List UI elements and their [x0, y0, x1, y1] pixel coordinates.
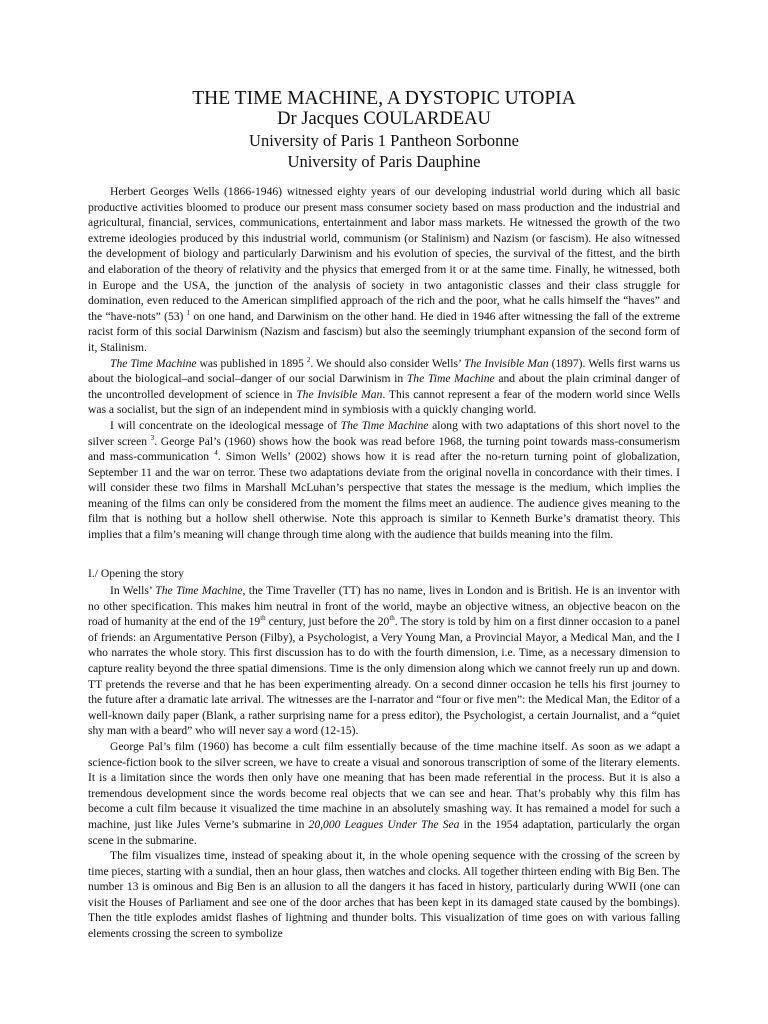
- text-run: George Pal’s film (1960) has become a cult film essentially because of the time machine itself. As soon as we adapt a science-fiction book to the silver screen, we have to create a visual and sonorous transcription of some of the literary elements. It is a limitation since the words then only have one meaning that has been made referential in the process. But it is also a tremendous development since the words become real objects that we can see and hear. That’s probably why this film has become a cult film because it visualized the time machine in an absolutely smashing way. It has remained a model for such a machine, just like Jules Verne’s submarine in: [88, 739, 680, 831]
- text-run: . George Pal’s (1960) shows how the book was read before 1968, the turning point towards mass-consumerism and mass-communication: [88, 434, 680, 464]
- text-run: along with two adaptations of this short novel to the silver screen: [88, 418, 680, 448]
- text-run: (1897). Wells first warns us about the biological–and social–danger of our social Darwinism in: [88, 356, 680, 386]
- text-run: on one hand, and Darwinism on the other hand. He died in 1946 after witnessing the fall of the extreme racist form of this social Darwinism (Nazism and fascism) but also the seemingly triumphant expansion of the second form of it, Stalinism.: [88, 309, 680, 354]
- text-run: , the Time Traveller (TT) has no name, lives in London and is British. He is an inventor with no other specification. This makes him neutral in front of the world, maybe an objective witness, an objective beacon on the road of humanity at the end of the 19: [88, 584, 681, 629]
- superscript: th: [260, 614, 266, 623]
- body-paragraph: [88, 184, 680, 356]
- italic-title: The Time Machine: [406, 372, 495, 386]
- body-paragraph: [88, 848, 680, 942]
- superscript: 3: [150, 433, 155, 442]
- text-run: . We should also consider Wells’: [310, 356, 465, 370]
- italic-title: The Time Machine: [340, 418, 429, 432]
- italic-title: The Time Machine: [155, 584, 243, 597]
- body-paragraph: [88, 356, 680, 418]
- italic-title: The Time Machine: [110, 356, 197, 370]
- document-title: THE TIME MACHINE, A DYSTOPIC UTOPIA: [192, 88, 576, 109]
- text-run: . This cannot represent a fear of the modern world since Wells was a socialist, but the sign of an independent mind in symbiosis with a quickly changing world.: [88, 387, 680, 417]
- text-run: Herbert Georges Wells (1866-1946) witnessed eighty years of our developing industrial world during which all basic productive activities bloomed to produce our present mass consumer society based on mass production and the industrial and agricultural, financial, services, communications, entertainment and labor mass markets. He witnessed the growth of the two extreme ideologies produced by this industrial world, communism (or Stalinism) and Nazism (or fascism). He also witnessed the development of biology and particularly Darwinism and his evolution of species, the survival of the fittest, and the birth and elaboration of the theory of relativity and the physics that emerged from it or at the same time. Finally, he witnessed, both in Europe and the USA, the junction of the analysis of society in two antagonistic classes and their class struggle for domination, even reduced to the American simplified approach of the rich and the poor, what he calls himself the “haves” and the “have-nots” (53): [88, 185, 680, 323]
- title-block: [0, 88, 768, 172]
- italic-title: The Invisible Man: [296, 387, 383, 401]
- text-run: century, just before the 20: [265, 615, 390, 629]
- superscript: 1: [186, 308, 191, 317]
- affiliation: University of Paris 1 Pantheon Sorbonne: [249, 131, 519, 150]
- section-body: [88, 583, 680, 942]
- intro-section: [88, 184, 680, 543]
- text-run: was published in 1895: [196, 356, 307, 370]
- body-paragraph: [88, 583, 680, 739]
- text-run: In Wells’: [110, 584, 156, 597]
- section-heading: I./ Opening the story: [88, 567, 184, 580]
- affiliation: University of Paris Dauphine: [287, 152, 481, 171]
- italic-title: The Invisible Man: [464, 356, 549, 370]
- text-run: . The story is told by him on a first dinner occasion to a panel of friends: an Argumentative Person (Filby), a Psychologist, a Very Young Man, a Provincial Mayor, a Medical Man, and the I who narrates the whole story. This first discussion has to do with the fourth dimension, i.e. Time, as a necessary dimension to capture reality beyond the three spatial dimensions. Time is the only dimension along which we cannot freely run up and down. TT pretends the reverse and that he has been experimenting already. On a second dinner occasion he tells his first journey to the future after a dramatic late arrival. The witnesses are the I-narrator and “four or five men”: the Medical Man, the Editor of a well-known daily paper (Blank, a rather surprising name for a press editor), the Psychologist, a certain Journalist, and a “quiet shy man with a beard” who will never say a word (12-15).: [88, 615, 680, 738]
- body-paragraph: [88, 739, 680, 848]
- superscript: th: [389, 614, 395, 623]
- text-run: . Simon Wells’ (2002) shows how it is read after the no-return turning point of globalization, September 11 and the war on terror. These two adaptations deviate from the original novella in concordance with their times. I will consider these two films in Marshall McLuhan’s perspective that states the message is the medium, which implies the meaning of the films can only be considered from the moment the films meet an audience. The audience gives meaning to the film that is nothing but a hollow shell otherwise. Note this approach is similar to Kenneth Burke’s dramatist theory. This implies that a film’s meaning will change through time along with the audience that builds meaning into the film.: [88, 450, 680, 542]
- author-name: Dr Jacques COULARDEAU: [277, 109, 491, 129]
- text-run: in the 1954 adaptation, particularly the organ scene in the submarine.: [88, 817, 680, 847]
- superscript: 4: [214, 449, 218, 458]
- body-paragraph: [88, 418, 680, 543]
- text-run: I will concentrate on the ideological message of: [110, 418, 341, 432]
- text-run: The film visualizes time, instead of speaking about it, in the whole opening sequence with the crossing of the screen by time pieces, starting with a sundial, then an hour glass, then watches and clocks. All together thirteen ending with Big Ben. The number 13 is ominous and Big Ben is an allusion to all the dangers it has faced in history, particularly during WWII (one can visit the Houses of Parliament and see one of the door arches that has been kept in its damaged state caused by the bombings). Then the title explodes amidst flashes of lightning and thunder bolts. This visualization of time goes on with various falling elements crossing the screen to symbolize: [88, 849, 680, 941]
- text-run: and about the plain criminal danger of the uncontrolled development of science in: [88, 372, 680, 401]
- italic-title: 20,000 Leagues Under The Sea: [308, 817, 460, 831]
- superscript: 2: [306, 355, 311, 364]
